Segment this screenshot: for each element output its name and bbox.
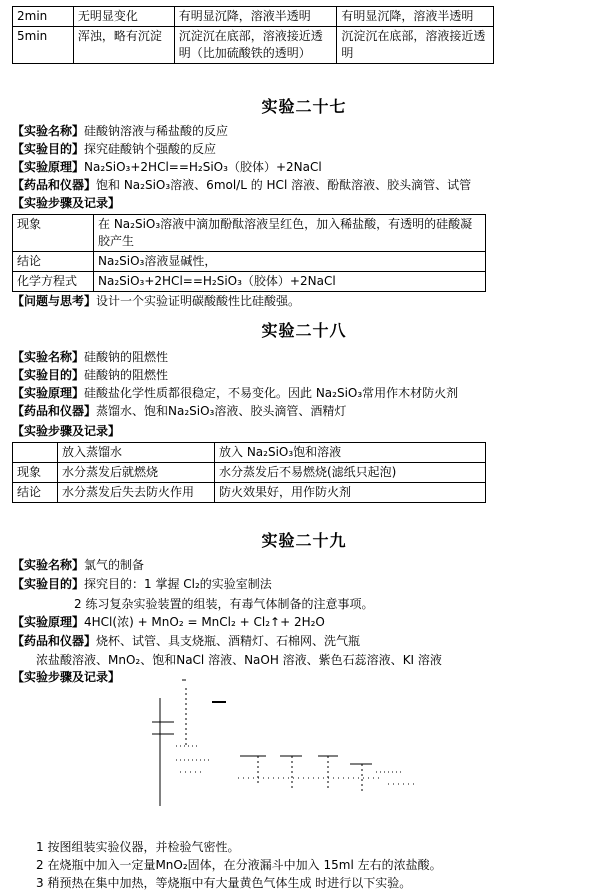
table-cell: 结论 bbox=[13, 252, 94, 272]
table-row bbox=[13, 272, 486, 292]
exp27-principle: 【实验原理】Na₂SiO₃+2HCl==H₂SiO₃（胶体）+2NaCl bbox=[12, 160, 322, 174]
exp27-purpose: 【实验目的】探究硅酸钠个强酸的反应 bbox=[12, 142, 217, 156]
exp29-principle: 【实验原理】4HCl(浓) + MnO₂ = MnCl₂ + Cl₂↑+ 2H₂O bbox=[12, 615, 325, 629]
exp27-reagents: 【药品和仪器】饱和 Na₂SiO₃溶液、6mol/L 的 HCl 溶液、酚酞溶液、胶头滴管、试管 bbox=[12, 178, 472, 192]
exp29-reagents: 【药品和仪器】烧杯、试管、具支烧瓶、酒精灯、石棉网、洗气瓶 bbox=[12, 634, 361, 648]
table-cell: 水分蒸发后失去防火作用 bbox=[58, 483, 215, 503]
exp29-name: 【实验名称】氯气的制备 bbox=[12, 558, 145, 572]
table-cell: 浑浊，略有沉淀 bbox=[73, 27, 174, 64]
exp29-purpose2: 2 练习复杂实验装置的组装，有毒气体制备的注意事项。 bbox=[74, 597, 374, 611]
table-row bbox=[13, 252, 486, 272]
exp29-step-1: 1 按图组装实验仪器，并检验气密性。 bbox=[36, 840, 240, 854]
apparatus-diagram bbox=[140, 676, 430, 826]
table-cell: 在 Na₂SiO₃溶液中滴加酚酞溶液呈红色，加入稀盐酸，有透明的硅酸凝胶产生 bbox=[94, 215, 486, 252]
exp27-title: 实验二十七 bbox=[261, 97, 347, 116]
table-cell: 有明显沉降，溶液半透明 bbox=[337, 7, 494, 27]
table-cell: 现象 bbox=[13, 215, 94, 252]
table-cell: 放入蒸馏水 bbox=[58, 443, 215, 463]
exp29-title: 实验二十九 bbox=[261, 531, 347, 550]
exp28-purpose: 【实验目的】硅酸钠的阻燃性 bbox=[12, 368, 169, 382]
table-cell: Na₂SiO₃+2HCl==H₂SiO₃（胶体）+2NaCl bbox=[94, 272, 486, 292]
exp27-steps-label: 【实验步骤及记录】 bbox=[12, 196, 121, 210]
table-cell: 防火效果好，用作防火剂 bbox=[215, 483, 486, 503]
table-cell: Na₂SiO₃溶液显碱性， bbox=[94, 252, 486, 272]
exp29-purpose: 【实验目的】探究目的：1 掌握 Cl₂的实验室制法 bbox=[12, 577, 272, 591]
exp27-table bbox=[12, 214, 486, 292]
table-cell: 沉淀沉在底部，溶液接近透明（比加硫酸铁的透明） bbox=[174, 27, 337, 64]
table-cell: 化学方程式 bbox=[13, 272, 94, 292]
table-row bbox=[13, 7, 494, 27]
table-row bbox=[13, 27, 494, 64]
table-cell: 放入 Na₂SiO₃饱和溶液 bbox=[215, 443, 486, 463]
exp28-steps-label: 【实验步骤及记录】 bbox=[12, 424, 121, 438]
table-row bbox=[13, 483, 486, 503]
table-row bbox=[13, 215, 486, 252]
exp28-table bbox=[12, 442, 486, 503]
exp28-name: 【实验名称】硅酸钠的阻燃性 bbox=[12, 350, 169, 364]
table-cell: 2min bbox=[13, 7, 74, 27]
exp28-title: 实验二十八 bbox=[261, 321, 347, 340]
table-row bbox=[13, 443, 486, 463]
table-cell: 水分蒸发后不易燃烧(滤纸只起泡) bbox=[215, 463, 486, 483]
table-cell: 有明显沉降，溶液半透明 bbox=[174, 7, 337, 27]
exp29-reagents2: 浓盐酸溶液、MnO₂、饱和NaCl 溶液、NaOH 溶液、紫色石蕊溶液、KI 溶液 bbox=[36, 653, 442, 667]
table-cell: 结论 bbox=[13, 483, 58, 503]
table-cell: 沉淀沉在底部，溶液接近透明 bbox=[337, 27, 494, 64]
exp27-name: 【实验名称】硅酸钠溶液与稀盐酸的反应 bbox=[12, 124, 229, 138]
table-cell: 无明显变化 bbox=[73, 7, 174, 27]
top-table bbox=[12, 6, 494, 64]
table-cell: 5min bbox=[13, 27, 74, 64]
table-cell: 水分蒸发后就燃烧 bbox=[58, 463, 215, 483]
exp28-reagents: 【药品和仪器】蒸馏水、饱和Na₂SiO₃溶液、胶头滴管、酒精灯 bbox=[12, 404, 347, 418]
table-row bbox=[13, 463, 486, 483]
exp29-step-3: 3 稍预热在集中加热，等烧瓶中有大量黄色气体生成 时进行以下实验。 bbox=[36, 876, 412, 890]
table-cell bbox=[13, 443, 58, 463]
exp29-steps-label: 【实验步骤及记录】 bbox=[12, 670, 121, 684]
exp27-question: 【问题与思考】设计一个实验证明碳酸酸性比硅酸强。 bbox=[12, 294, 301, 308]
exp29-step-2: 2 在烧瓶中加入一定量MnO₂固体，在分液漏斗中加入 15ml 左右的浓盐酸。 bbox=[36, 858, 442, 872]
exp28-principle: 【实验原理】硅酸盐化学性质都很稳定，不易变化。因此 Na₂SiO₃常用作木材防火剂 bbox=[12, 386, 459, 400]
table-cell: 现象 bbox=[13, 463, 58, 483]
